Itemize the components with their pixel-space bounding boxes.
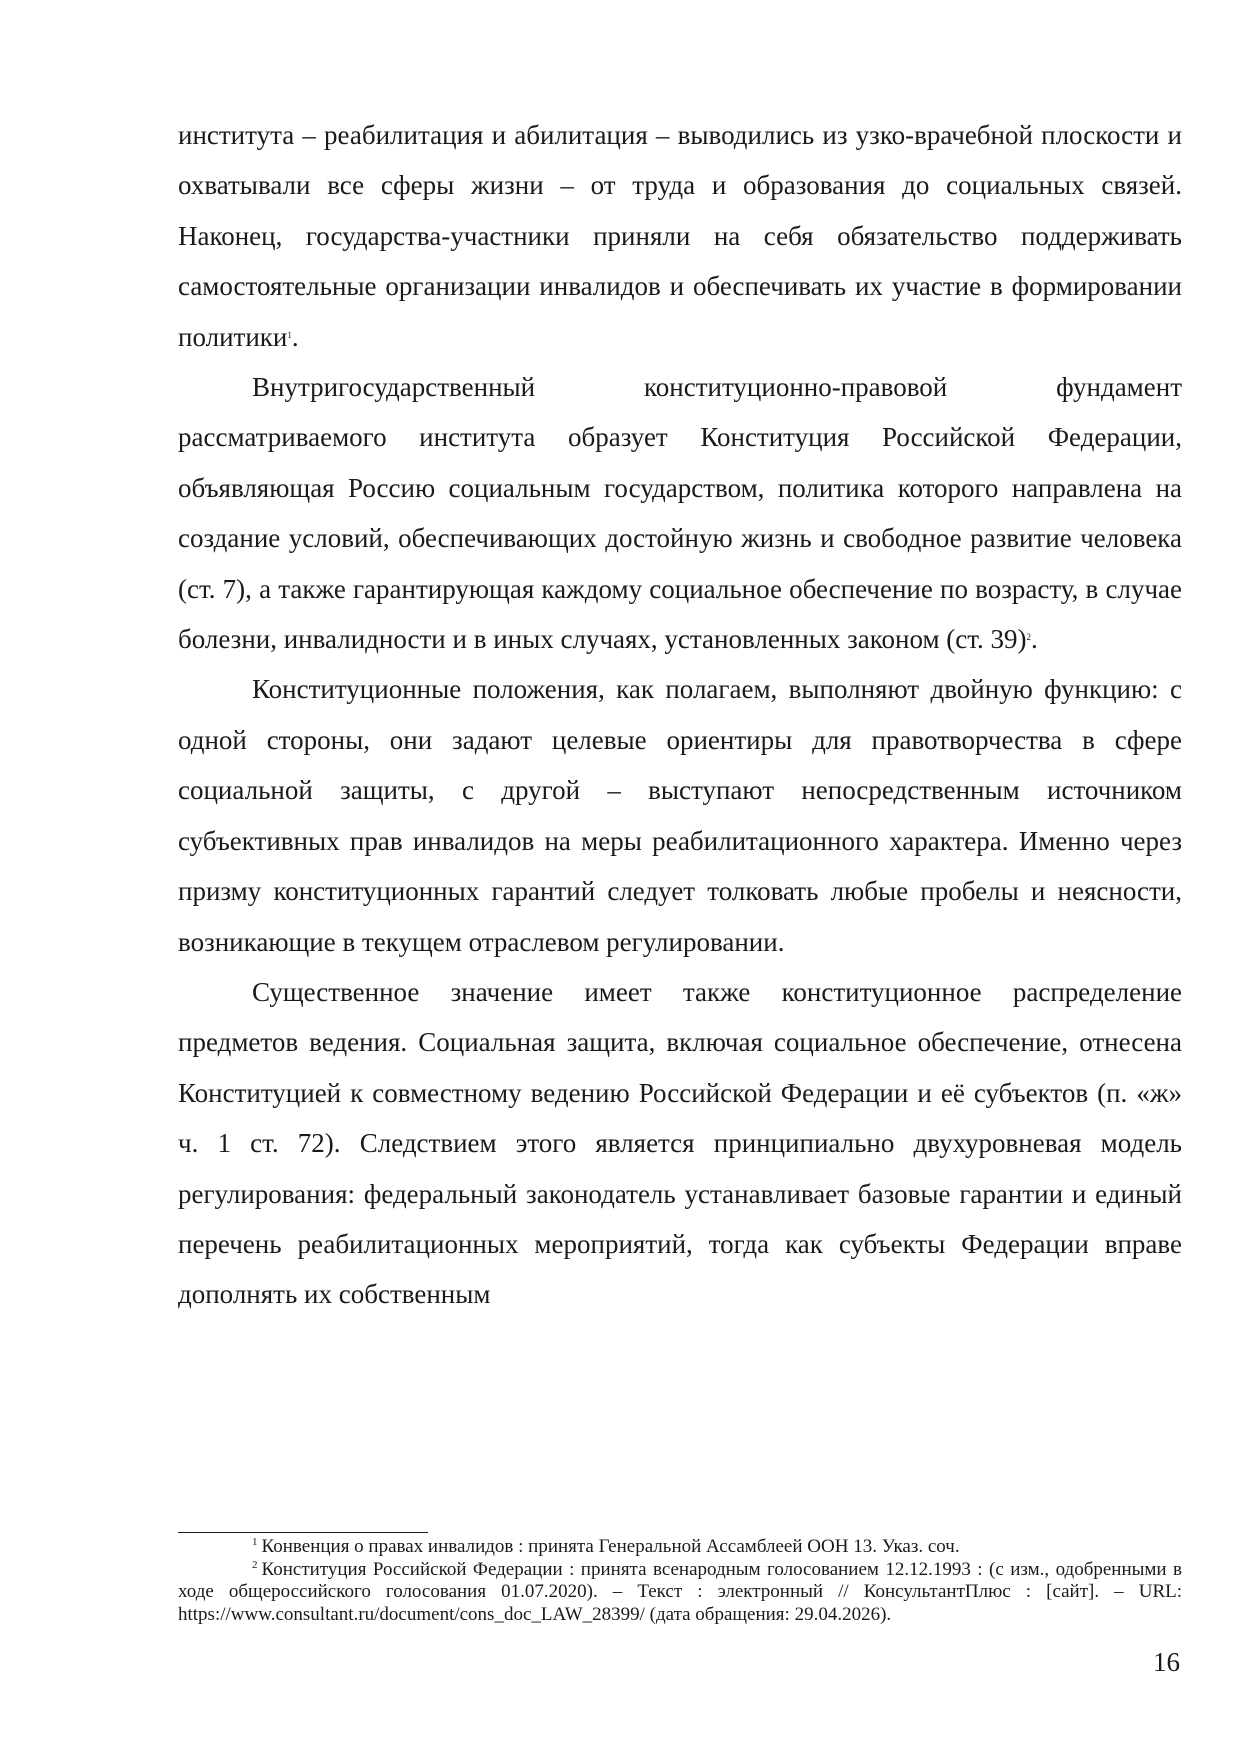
page-number: 16 bbox=[1153, 1647, 1180, 1677]
body-text bbox=[178, 110, 1182, 1320]
paragraph-2 bbox=[178, 362, 1182, 664]
footnote-2-number: 2 bbox=[252, 1558, 258, 1571]
footnote-1 bbox=[178, 1536, 1182, 1559]
paragraph-3-text: Конституционные положения, как полагаем, выполняют двойную функцию: с одной стороны, они задают целевые ориентиры для правотворчества в сфере социальной защиты, с другой – выступают непосредственным источником субъективных прав инвалидов на меры реабилитационного характера. Именно через призму конституционных гарантий следует толковать любые пробелы и неясности, возникающие в текущем отраслевом регулировании. bbox=[178, 674, 1182, 957]
footnote-2 bbox=[178, 1559, 1182, 1627]
footnotes bbox=[178, 1536, 1182, 1627]
paragraph-1-end: . bbox=[291, 321, 299, 352]
footnote-1-text: Конвенция о правах инвалидов : принята Генеральной Ассамблеей ООН 13. Указ. соч. bbox=[261, 1536, 960, 1557]
footnote-1-number: 1 bbox=[252, 1536, 258, 1548]
footnote-ref-1[interactable]: 1 bbox=[287, 329, 292, 340]
paragraph-2-end: . bbox=[1031, 624, 1038, 655]
paragraph-1 bbox=[178, 110, 1182, 362]
paragraph-4-text: Существенное значение имеет также конституционное распределение предметов ведения. Социальная защита, включая социальное обеспечение, отнесена Конституцией к совместному ведению Российской Федерации и её субъектов (п. «ж» ч. 1 ст. 72). Следствием этого является принципиально двухуровневая модель регулирования: федеральный законодатель устанавливает базовые гарантии и единый перечень реабилитационных мероприятий, тогда как субъекты Федерации вправе дополнять их собственным bbox=[178, 976, 1182, 1310]
paragraph-3 bbox=[178, 664, 1182, 966]
footnote-2-text: Конституция Российской Федерации : принята всенародным голосованием 12.12.1993 : (с изм., одобренными в ходе общероссийского голосования 01.07.2020). – Текст : электронный // КонсультантПлюс : [сайт]. – URL: https://www.consultant.ru/document/cons_doc_LAW_28399/ (дата обращения: 29.04.2026). bbox=[178, 1558, 1182, 1626]
footnote-separator bbox=[178, 1532, 428, 1533]
footnote-ref-2[interactable]: 2 bbox=[1026, 632, 1032, 643]
paragraph-4 bbox=[178, 967, 1182, 1320]
paragraph-1-text: института – реабилитация и абилитация – выводились из узко-врачебной плоскости и охватывали все сферы жизни – от труда и образования до социальных связей. Наконец, государства-участники приняли на себя обязательство поддерживать самостоятельные организации инвалидов и обеспечивать их участие в формировании политики bbox=[178, 120, 1182, 352]
paragraph-2-text: Внутригосударственный конституционно-правовой фундамент рассматриваемого института образует Конституция Российской Федерации, объявляющая Россию социальным государством, политика которого направлена на создание условий, обеспечивающих достойную жизнь и свободное развитие человека (ст. 7), а также гарантирующая каждому социальное обеспечение по возрасту, в случае болезни, инвалидности и в иных случаях, установленных законом (ст. 39) bbox=[178, 372, 1182, 655]
